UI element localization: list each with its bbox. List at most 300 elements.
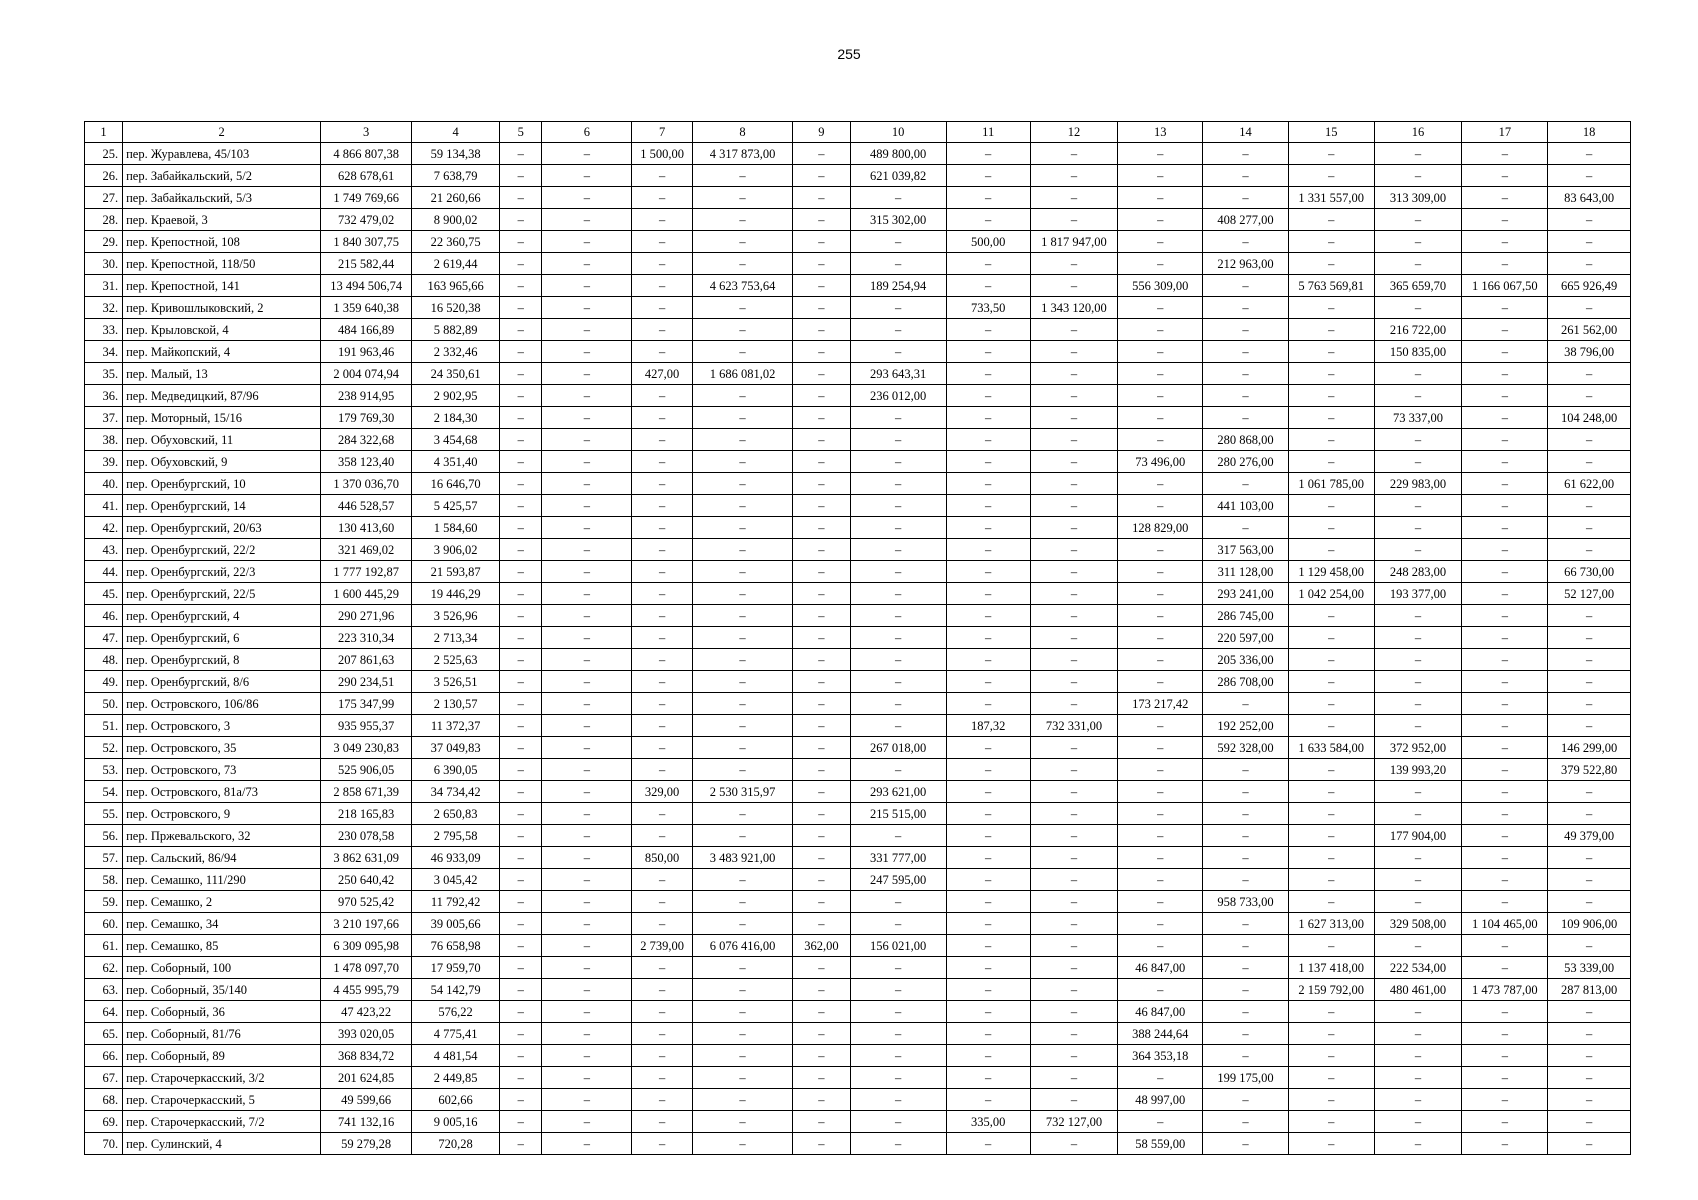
amount-cell: 39 005,66 — [412, 913, 500, 935]
row-number-cell: 49. — [85, 671, 123, 693]
amount-cell: – — [632, 1045, 692, 1067]
amount-cell: – — [1374, 781, 1462, 803]
address-cell: пер. Семашко, 85 — [123, 935, 321, 957]
table-row — [85, 275, 1631, 297]
amount-cell: – — [632, 1111, 692, 1133]
row-number-cell: 25. — [85, 143, 123, 165]
amount-cell: – — [1374, 517, 1462, 539]
amount-cell: – — [946, 979, 1030, 1001]
address-cell: пер. Обуховский, 9 — [123, 451, 321, 473]
table-row — [85, 187, 1631, 209]
amount-cell: 207 861,63 — [321, 649, 412, 671]
amount-cell: – — [1030, 891, 1118, 913]
amount-cell: – — [946, 319, 1030, 341]
amount-cell: – — [850, 1111, 946, 1133]
amount-cell: – — [793, 187, 850, 209]
address-cell: пер. Семашко, 111/290 — [123, 869, 321, 891]
amount-cell: – — [632, 891, 692, 913]
amount-cell: 212 963,00 — [1203, 253, 1289, 275]
table-row — [85, 341, 1631, 363]
amount-cell: – — [542, 473, 632, 495]
amount-cell: – — [1203, 869, 1289, 891]
amount-cell: – — [1462, 649, 1548, 671]
amount-cell: 2 159 792,00 — [1288, 979, 1374, 1001]
amount-cell: – — [542, 451, 632, 473]
amount-cell: 732 127,00 — [1030, 1111, 1118, 1133]
amount-cell: – — [1203, 1133, 1289, 1155]
amount-cell: – — [632, 979, 692, 1001]
amount-cell: – — [1203, 363, 1289, 385]
amount-cell: – — [1374, 363, 1462, 385]
row-number-cell: 32. — [85, 297, 123, 319]
amount-cell: 331 777,00 — [850, 847, 946, 869]
address-cell: пер. Сальский, 86/94 — [123, 847, 321, 869]
amount-cell: 284 322,68 — [321, 429, 412, 451]
amount-cell: 4 317 873,00 — [692, 143, 793, 165]
amount-cell: – — [1203, 913, 1289, 935]
amount-cell: – — [1030, 385, 1118, 407]
amount-cell: – — [1462, 407, 1548, 429]
amount-cell: – — [500, 803, 542, 825]
amount-cell: 358 123,40 — [321, 451, 412, 473]
amount-cell: 286 708,00 — [1203, 671, 1289, 693]
amount-cell: – — [793, 363, 850, 385]
amount-cell: 3 483 921,00 — [692, 847, 793, 869]
amount-cell: – — [1462, 429, 1548, 451]
amount-cell: – — [793, 517, 850, 539]
amount-cell: 128 829,00 — [1118, 517, 1203, 539]
amount-cell: – — [500, 847, 542, 869]
amount-cell: – — [793, 627, 850, 649]
amount-cell: 2 332,46 — [412, 341, 500, 363]
amount-cell: 104 248,00 — [1548, 407, 1631, 429]
amount-cell: 16 646,70 — [412, 473, 500, 495]
amount-cell: 2 713,34 — [412, 627, 500, 649]
amount-cell: – — [1462, 165, 1548, 187]
amount-cell: – — [1118, 385, 1203, 407]
amount-cell: – — [1118, 627, 1203, 649]
amount-cell: – — [1288, 297, 1374, 319]
amount-cell: 11 792,42 — [412, 891, 500, 913]
amount-cell: – — [1118, 847, 1203, 869]
amount-cell: – — [1118, 495, 1203, 517]
table-row — [85, 957, 1631, 979]
amount-cell: – — [1030, 561, 1118, 583]
amount-cell: – — [1118, 825, 1203, 847]
amount-cell: – — [632, 693, 692, 715]
amount-cell: – — [1548, 1089, 1631, 1111]
amount-cell: – — [500, 385, 542, 407]
amount-cell: – — [793, 869, 850, 891]
amount-cell: – — [500, 869, 542, 891]
amount-cell: – — [542, 561, 632, 583]
row-number-cell: 54. — [85, 781, 123, 803]
row-number-cell: 45. — [85, 583, 123, 605]
amount-cell: 293 621,00 — [850, 781, 946, 803]
amount-cell: – — [1288, 649, 1374, 671]
amount-cell: – — [1030, 671, 1118, 693]
amount-cell: – — [1462, 517, 1548, 539]
amount-cell: – — [1288, 671, 1374, 693]
amount-cell: – — [632, 319, 692, 341]
amount-cell: – — [946, 583, 1030, 605]
amount-cell: – — [692, 737, 793, 759]
amount-cell: – — [793, 473, 850, 495]
amount-cell: – — [1118, 935, 1203, 957]
amount-cell: – — [1374, 1001, 1462, 1023]
amount-cell: 1 600 445,29 — [321, 583, 412, 605]
amount-cell: – — [542, 1133, 632, 1155]
amount-cell: – — [1374, 1023, 1462, 1045]
amount-cell: – — [542, 957, 632, 979]
amount-cell: – — [1030, 253, 1118, 275]
amount-cell: – — [1548, 385, 1631, 407]
amount-cell: – — [500, 957, 542, 979]
amount-cell: – — [1462, 341, 1548, 363]
amount-cell: – — [1288, 495, 1374, 517]
amount-cell: – — [542, 759, 632, 781]
amount-cell: 441 103,00 — [1203, 495, 1289, 517]
row-number-cell: 26. — [85, 165, 123, 187]
amount-cell: 21 593,87 — [412, 561, 500, 583]
amount-cell: – — [1288, 407, 1374, 429]
amount-cell: – — [793, 715, 850, 737]
amount-cell: – — [692, 1001, 793, 1023]
amount-cell: – — [1462, 253, 1548, 275]
amount-cell: – — [793, 1133, 850, 1155]
amount-cell: – — [946, 407, 1030, 429]
amount-cell: 38 796,00 — [1548, 341, 1631, 363]
row-number-cell: 53. — [85, 759, 123, 781]
amount-cell: – — [632, 429, 692, 451]
amount-cell: 201 624,85 — [321, 1067, 412, 1089]
address-cell: пер. Оренбургский, 10 — [123, 473, 321, 495]
address-cell: пер. Крепостной, 108 — [123, 231, 321, 253]
amount-cell: – — [542, 407, 632, 429]
amount-cell: – — [946, 1001, 1030, 1023]
amount-cell: – — [542, 693, 632, 715]
amount-cell: – — [1374, 1111, 1462, 1133]
amount-cell: 335,00 — [946, 1111, 1030, 1133]
amount-cell: – — [1030, 407, 1118, 429]
table-row — [85, 363, 1631, 385]
amount-cell: – — [1548, 891, 1631, 913]
amount-cell: – — [1462, 935, 1548, 957]
amount-cell: 2 650,83 — [412, 803, 500, 825]
amount-cell: 958 733,00 — [1203, 891, 1289, 913]
amount-cell: – — [1548, 429, 1631, 451]
table-row — [85, 803, 1631, 825]
amount-cell: – — [1118, 671, 1203, 693]
amount-cell: 1 840 307,75 — [321, 231, 412, 253]
amount-cell: – — [692, 957, 793, 979]
amount-cell: 1 817 947,00 — [1030, 231, 1118, 253]
amount-cell: – — [1118, 297, 1203, 319]
amount-cell: – — [1548, 231, 1631, 253]
amount-cell: 1 584,60 — [412, 517, 500, 539]
amount-cell: – — [1030, 143, 1118, 165]
amount-cell: – — [1030, 187, 1118, 209]
address-cell: пер. Соборный, 89 — [123, 1045, 321, 1067]
amount-cell: 4 455 995,79 — [321, 979, 412, 1001]
amount-cell: – — [500, 561, 542, 583]
amount-cell: 1 137 418,00 — [1288, 957, 1374, 979]
amount-cell: – — [1374, 495, 1462, 517]
address-cell: пер. Семашко, 2 — [123, 891, 321, 913]
amount-cell: – — [542, 935, 632, 957]
amount-cell: – — [793, 209, 850, 231]
amount-cell: – — [850, 825, 946, 847]
amount-cell: – — [542, 891, 632, 913]
amount-cell: – — [500, 517, 542, 539]
address-cell: пер. Островского, 106/86 — [123, 693, 321, 715]
row-number-cell: 55. — [85, 803, 123, 825]
amount-cell: 732 479,02 — [321, 209, 412, 231]
amount-cell: – — [1462, 891, 1548, 913]
row-number-cell: 62. — [85, 957, 123, 979]
amount-cell: – — [542, 781, 632, 803]
amount-cell: – — [1374, 649, 1462, 671]
amount-cell: – — [1374, 627, 1462, 649]
amount-cell: 19 446,29 — [412, 583, 500, 605]
row-number-cell: 47. — [85, 627, 123, 649]
table-row — [85, 451, 1631, 473]
amount-cell: – — [1030, 979, 1118, 1001]
address-cell: пер. Соборный, 81/76 — [123, 1023, 321, 1045]
amount-cell: 321 469,02 — [321, 539, 412, 561]
amount-cell: – — [1288, 935, 1374, 957]
amount-cell: 379 522,80 — [1548, 759, 1631, 781]
amount-cell: 223 310,34 — [321, 627, 412, 649]
amount-cell: 1 749 769,66 — [321, 187, 412, 209]
amount-cell: – — [946, 649, 1030, 671]
row-number-cell: 64. — [85, 1001, 123, 1023]
amount-cell: – — [500, 341, 542, 363]
amount-cell: – — [1462, 957, 1548, 979]
amount-cell: 191 963,46 — [321, 341, 412, 363]
amount-cell: – — [850, 649, 946, 671]
amount-cell: – — [946, 1089, 1030, 1111]
amount-cell: – — [1203, 935, 1289, 957]
amount-cell: – — [793, 583, 850, 605]
amount-cell: – — [1030, 451, 1118, 473]
amount-cell: – — [793, 1023, 850, 1045]
amount-cell: 236 012,00 — [850, 385, 946, 407]
amount-cell: – — [1118, 803, 1203, 825]
amount-cell: 388 244,64 — [1118, 1023, 1203, 1045]
amount-cell: – — [850, 957, 946, 979]
amount-cell: – — [850, 1089, 946, 1111]
amount-cell: – — [1203, 341, 1289, 363]
amount-cell: – — [542, 187, 632, 209]
amount-cell: – — [793, 429, 850, 451]
amount-cell: 3 862 631,09 — [321, 847, 412, 869]
address-cell: пер. Малый, 13 — [123, 363, 321, 385]
amount-cell: – — [692, 1111, 793, 1133]
amount-cell: – — [1374, 1089, 1462, 1111]
amount-cell: – — [500, 429, 542, 451]
amount-cell: – — [1288, 605, 1374, 627]
amount-cell: – — [1288, 517, 1374, 539]
amount-cell: 1 343 120,00 — [1030, 297, 1118, 319]
table-row — [85, 583, 1631, 605]
amount-cell: – — [793, 143, 850, 165]
amount-cell: – — [946, 363, 1030, 385]
amount-cell: – — [1030, 209, 1118, 231]
amount-cell: – — [946, 539, 1030, 561]
amount-cell: – — [632, 473, 692, 495]
amount-cell: 3 049 230,83 — [321, 737, 412, 759]
amount-cell: 364 353,18 — [1118, 1045, 1203, 1067]
row-number-cell: 33. — [85, 319, 123, 341]
amount-cell: 4 775,41 — [412, 1023, 500, 1045]
amount-cell: – — [632, 275, 692, 297]
amount-cell: – — [1548, 297, 1631, 319]
row-number-cell: 39. — [85, 451, 123, 473]
amount-cell: – — [850, 1067, 946, 1089]
amount-cell: 2 184,30 — [412, 407, 500, 429]
amount-cell: 3 526,96 — [412, 605, 500, 627]
column-number: 14 — [1203, 122, 1289, 143]
amount-cell: – — [1374, 143, 1462, 165]
amount-cell: – — [1462, 825, 1548, 847]
amount-cell: – — [632, 803, 692, 825]
amount-cell: – — [946, 803, 1030, 825]
row-number-cell: 35. — [85, 363, 123, 385]
amount-cell: 315 302,00 — [850, 209, 946, 231]
amount-cell: – — [500, 693, 542, 715]
amount-cell: – — [542, 165, 632, 187]
amount-cell: – — [542, 429, 632, 451]
address-cell: пер. Островского, 3 — [123, 715, 321, 737]
amount-cell: – — [500, 913, 542, 935]
amount-cell: – — [632, 649, 692, 671]
amount-cell: – — [1030, 913, 1118, 935]
amount-cell: – — [1548, 715, 1631, 737]
amount-cell: 4 623 753,64 — [692, 275, 793, 297]
amount-cell: – — [850, 341, 946, 363]
amount-cell: 4 481,54 — [412, 1045, 500, 1067]
amount-cell: 2 530 315,97 — [692, 781, 793, 803]
amount-cell: – — [692, 825, 793, 847]
amount-cell: – — [1118, 363, 1203, 385]
amount-cell: – — [850, 1001, 946, 1023]
amount-cell: 2 858 671,39 — [321, 781, 412, 803]
table-row — [85, 231, 1631, 253]
amount-cell: 293 643,31 — [850, 363, 946, 385]
amount-cell: – — [793, 693, 850, 715]
amount-cell: – — [850, 429, 946, 451]
amount-cell: – — [1462, 1133, 1548, 1155]
amount-cell: – — [632, 605, 692, 627]
amount-cell: – — [1203, 1089, 1289, 1111]
amount-cell: – — [1118, 429, 1203, 451]
amount-cell: – — [692, 605, 793, 627]
amount-cell: – — [1203, 957, 1289, 979]
amount-cell: 156 021,00 — [850, 935, 946, 957]
amount-cell: 22 360,75 — [412, 231, 500, 253]
amount-cell: – — [632, 231, 692, 253]
row-number-cell: 30. — [85, 253, 123, 275]
data-table — [84, 121, 1631, 1155]
column-number: 17 — [1462, 122, 1548, 143]
amount-cell: – — [692, 1045, 793, 1067]
amount-cell: – — [500, 1089, 542, 1111]
amount-cell: – — [500, 297, 542, 319]
amount-cell: 286 745,00 — [1203, 605, 1289, 627]
amount-cell: – — [542, 825, 632, 847]
amount-cell: – — [1030, 869, 1118, 891]
amount-cell: – — [793, 979, 850, 1001]
amount-cell: – — [1548, 627, 1631, 649]
amount-cell: 238 914,95 — [321, 385, 412, 407]
amount-cell: – — [500, 253, 542, 275]
amount-cell: 247 595,00 — [850, 869, 946, 891]
amount-cell: – — [1462, 363, 1548, 385]
table-row — [85, 319, 1631, 341]
amount-cell: – — [1288, 143, 1374, 165]
amount-cell: – — [1548, 605, 1631, 627]
column-number: 18 — [1548, 122, 1631, 143]
amount-cell: – — [946, 1023, 1030, 1045]
amount-cell: 73 496,00 — [1118, 451, 1203, 473]
table-row — [85, 1023, 1631, 1045]
amount-cell: – — [1462, 671, 1548, 693]
amount-cell: 732 331,00 — [1030, 715, 1118, 737]
amount-cell: 139 993,20 — [1374, 759, 1462, 781]
amount-cell: – — [500, 473, 542, 495]
amount-cell: 179 769,30 — [321, 407, 412, 429]
row-number-cell: 36. — [85, 385, 123, 407]
amount-cell: 9 005,16 — [412, 1111, 500, 1133]
amount-cell: – — [1462, 1045, 1548, 1067]
amount-cell: – — [1203, 979, 1289, 1001]
address-cell: пер. Островского, 81а/73 — [123, 781, 321, 803]
amount-cell: – — [1030, 781, 1118, 803]
amount-cell: – — [1118, 341, 1203, 363]
amount-cell: – — [793, 561, 850, 583]
amount-cell: – — [692, 165, 793, 187]
amount-cell: – — [692, 759, 793, 781]
amount-cell: – — [500, 671, 542, 693]
amount-cell: – — [500, 451, 542, 473]
row-number-cell: 27. — [85, 187, 123, 209]
address-cell: пер. Оренбургский, 20/63 — [123, 517, 321, 539]
row-number-cell: 43. — [85, 539, 123, 561]
address-cell: пер. Оренбургский, 6 — [123, 627, 321, 649]
amount-cell: – — [1374, 253, 1462, 275]
amount-cell: – — [500, 187, 542, 209]
amount-cell: 216 722,00 — [1374, 319, 1462, 341]
amount-cell: – — [500, 759, 542, 781]
amount-cell: – — [1030, 473, 1118, 495]
amount-cell: – — [500, 715, 542, 737]
amount-cell: – — [542, 847, 632, 869]
amount-cell: – — [542, 627, 632, 649]
amount-cell: – — [542, 1045, 632, 1067]
amount-cell: – — [793, 1111, 850, 1133]
amount-cell: – — [1462, 781, 1548, 803]
amount-cell: – — [793, 759, 850, 781]
amount-cell: – — [500, 495, 542, 517]
amount-cell: – — [1462, 715, 1548, 737]
amount-cell: 54 142,79 — [412, 979, 500, 1001]
table-row — [85, 517, 1631, 539]
amount-cell: – — [1030, 627, 1118, 649]
amount-cell: 83 643,00 — [1548, 187, 1631, 209]
amount-cell: 2 525,63 — [412, 649, 500, 671]
amount-cell: – — [632, 517, 692, 539]
